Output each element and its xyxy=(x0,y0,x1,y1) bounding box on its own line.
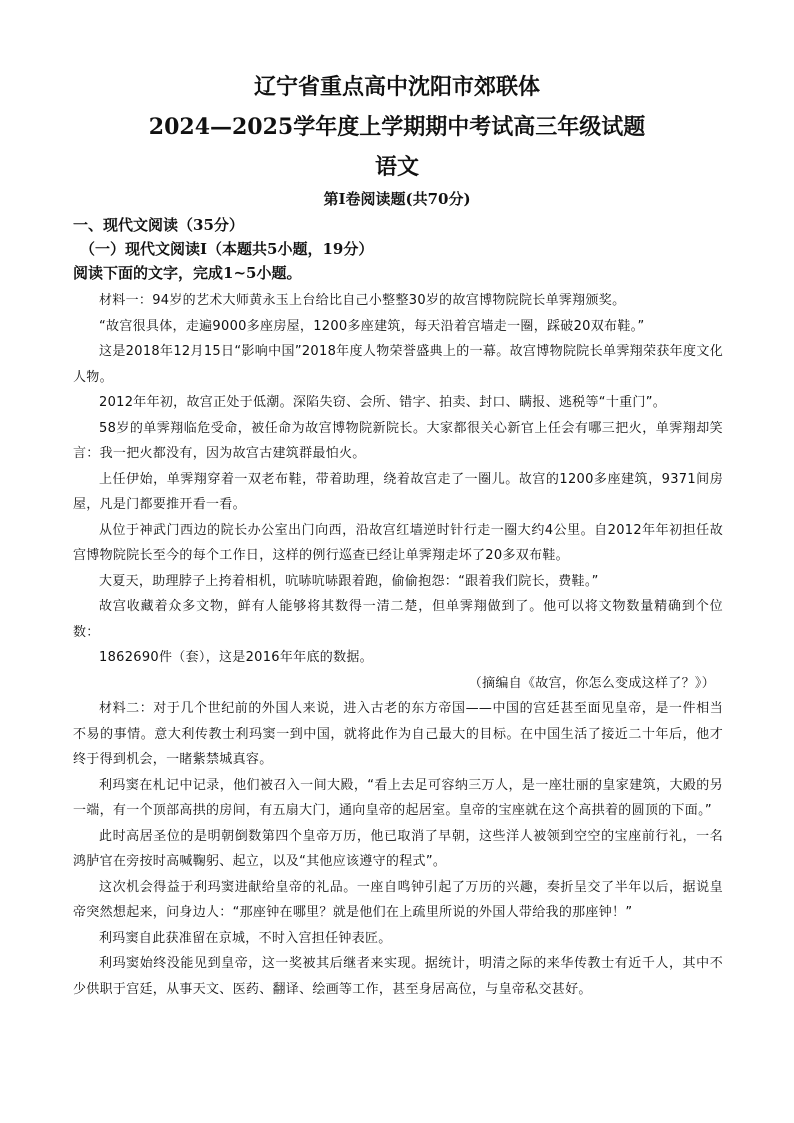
part1-heading: 一、现代文阅读（35分） xyxy=(73,216,244,234)
paragraph: 58岁的单霁翔临危受命，被任命为故宫博物院新院长。大家都很关心新官上任会有哪三把火，单霁翔却笑言：我一把火都没有，因为故宫古建筑群最怕火。 xyxy=(73,420,723,461)
paragraph: 1862690件（套），这是2016年年底的数据。 xyxy=(99,650,373,665)
paragraph: 大夏天，助理脖子上挎着相机，吭哧吭哧跟着跑，偷偷抱怨：“跟着我们院长，费鞋。” xyxy=(99,573,599,589)
paragraph: 材料二：对于几个世纪前的外国人来说，进入古老的东方帝国——中国的宫廷甚至面见皇帝，是一件相当不易的事情。意大利传教士利玛窦一到中国，就将此作为自己最大的目标。在中国生活了接近二十年后，他才终于得到机会，一睹紫禁城真容。 xyxy=(73,701,723,767)
reading-instruction: 阅读下面的文字，完成1~5小题。 xyxy=(73,264,302,282)
paragraph: 利玛窦在札记中记录，他们被召入一间大殿，“看上去足可容纳三万人，是一座壮丽的皇家建筑，大殿的另一端，有一个顶部高拱的房间，有五扇大门，通向皇帝的起居室。皇帝的宝座就在这个高拱着的圆顶的下面。” xyxy=(73,777,723,818)
section-label: 第Ⅰ卷阅读题(共70分) xyxy=(323,190,471,208)
paragraph: 利玛窦始终没能见到皇帝，这一奖被其后继者来实现。据统计，明清之际的来华传教士有近千人，其中不少供职于宫廷，从事天文、医药、翻译、绘画等工作，甚至身居高位，与皇帝私交甚好。 xyxy=(73,956,723,997)
exam-subject-title: 语文 xyxy=(374,154,419,180)
paragraph: 这是2018年12月15日“影响中国”2018年度人物荣誉盛典上的一幕。故宫博物院院长单霁翔荣获年度文化人物。 xyxy=(73,344,723,385)
paragraph: 这次机会得益于利玛窦进献给皇帝的礼品。一座自鸣钟引起了万历的兴趣，奏折呈交了半年以后，据说皇帝突然想起来，问身边人：“那座钟在哪里？就是他们在上疏里所说的外国人带给我的那座钟！” xyxy=(73,879,723,920)
paragraph: 材料一：94岁的艺术大师黄永玉上台给比自己小整整30岁的故宫博物院院长单霁翔颁奖。 xyxy=(99,293,626,308)
exam-title-line2: 2024—2025学年度上学期期中考试高三年级试题 xyxy=(148,114,646,140)
paragraph: 故宫收藏着众多文物，鲜有人能够将其数得一清二楚，但单霁翔做到了。他可以将文物数量精确到个位数： xyxy=(73,599,723,640)
paragraph: 上任伊始，单霁翔穿着一双老布鞋，带着助理，绕着故宫走了一圈儿。故宫的1200多座建筑，9371间房屋，凡是门都要推开看一看。 xyxy=(73,471,723,512)
reading-passage xyxy=(73,288,723,1002)
paragraph: 2012年年初，故宫正处于低潮。深陷失窃、会所、错字、拍卖、封口、瞒报、逃税等“十重门”。 xyxy=(99,395,667,410)
paragraph: 从位于神武门西边的院长办公室出门向西，沿故宫红墙逆时针行走一圈大约4公里。自2012年年初担任故宫博物院院长至今的每个工作日，这样的例行巡查已经让单霁翔走坏了20多双布鞋。 xyxy=(73,522,723,563)
part1-subheading: （一）现代文阅读Ⅰ（本题共5小题，19分） xyxy=(80,240,374,258)
paragraph: 利玛窦自此获准留在京城，不时入宫担任钟表匠。 xyxy=(99,930,392,946)
exam-title-line1: 辽宁省重点高中沈阳市郊联体 xyxy=(253,74,540,100)
paragraph: 此时高居圣位的是明朝倒数第四个皇帝万历，他已取消了早朝，这些洋人被领到空空的宝座前行礼，一名鸿胪官在旁按时高喊鞠躬、起立，以及“其他应该遵守的程式”。 xyxy=(73,828,723,869)
source-citation: （摘编自《故宫，你怎么变成这样了？》） xyxy=(468,675,715,691)
paragraph: “故宫很具体，走遍9000多座房屋，1200多座建筑，每天沿着宫墙走一圈，踩破20双布鞋。” xyxy=(99,318,645,334)
